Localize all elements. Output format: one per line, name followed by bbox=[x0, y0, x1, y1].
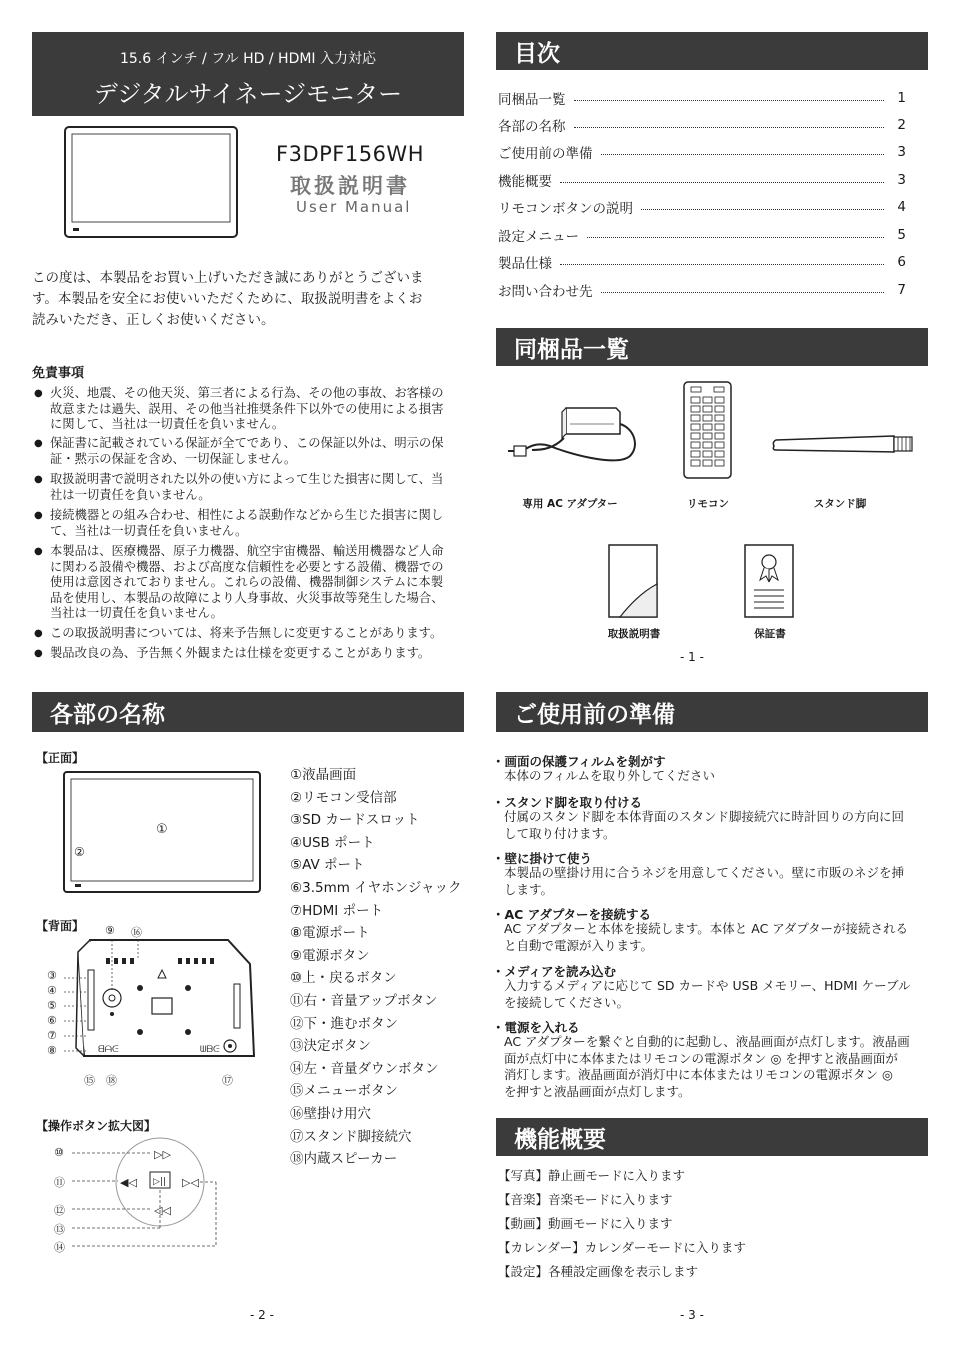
marker-11: ⑪ bbox=[54, 1176, 65, 1189]
marker-1: ① bbox=[156, 822, 168, 837]
toc-row[interactable]: 各部の名称 2 bbox=[498, 117, 906, 135]
marker-9: ⑨ bbox=[105, 924, 115, 937]
prep-header: ご使用前の準備 bbox=[496, 692, 928, 732]
ac-adapter-illustration bbox=[504, 398, 644, 478]
back-view-diagram bbox=[48, 936, 264, 1066]
functions-header: 機能概要 bbox=[496, 1118, 928, 1156]
contents-caption-adapter: 専用 AC アダプター bbox=[522, 498, 618, 510]
marker-6: ⑥ bbox=[47, 1014, 57, 1027]
marker-4: ④ bbox=[47, 984, 57, 997]
parts-list-item: ⑰スタンド脚接続穴 bbox=[290, 1128, 412, 1145]
parts-list-item: ⑩上・戻るボタン bbox=[290, 970, 397, 987]
toc-row[interactable]: お問い合わせ先 7 bbox=[498, 282, 906, 300]
marker-13: ⑬ bbox=[54, 1223, 65, 1236]
prep-item-body: 付属のスタンド脚を本体背面のスタンド脚接続穴に時計回りの方向に回 して取り付けます。 bbox=[504, 809, 905, 841]
parts-list-item: ⑱内蔵スピーカー bbox=[290, 1151, 398, 1168]
marker-15: ⑮ bbox=[84, 1074, 95, 1087]
cover-title-box bbox=[32, 32, 464, 116]
toc-header: 目次 bbox=[496, 32, 928, 70]
disclaimer-item: ● 取扱説明書で説明された以外の使い方によって生じた損害に関して、当 社は一切責任を負いません。 bbox=[34, 472, 466, 503]
parts-list-item: ⑪右・音量アップボタン bbox=[290, 992, 438, 1009]
parts-list-item: ⑭左・音量ダウンボタン bbox=[290, 1060, 439, 1077]
toc-row[interactable]: 機能概要 3 bbox=[498, 172, 906, 190]
stand-leg-illustration bbox=[770, 430, 916, 460]
front-label: 【正面】 bbox=[36, 751, 85, 765]
prep-item-head: ・メディアを読み込む bbox=[492, 964, 617, 979]
disclaimer-title: 免責事項 bbox=[32, 366, 85, 381]
prep-item-head: ・壁に掛けて使う bbox=[492, 851, 593, 866]
marker-18: ⑱ bbox=[106, 1074, 117, 1087]
svg-text:ᗺᗩᕮ: ᗺᗩᕮ bbox=[98, 1045, 119, 1055]
prep-item-head: ・画面の保護フィルムを剝がす bbox=[492, 754, 666, 769]
toc-row[interactable]: 同梱品一覧 1 bbox=[498, 90, 906, 108]
marker-2: ② bbox=[74, 845, 85, 859]
prep-item-head: ・AC アダプターを接続する bbox=[492, 907, 651, 922]
manual-title-en: User Manual bbox=[296, 198, 412, 216]
prep-item-body: AC アダプターと本体を接続します。本体と AC アダプターが接続される と自動で電源が入ります。 bbox=[504, 921, 909, 953]
toc-row[interactable]: リモコンボタンの説明 4 bbox=[498, 199, 906, 217]
parts-list-item: ⑬決定ボタン bbox=[290, 1038, 371, 1055]
toc-row[interactable]: 設定メニュー 5 bbox=[498, 227, 906, 245]
marker-7: ⑦ bbox=[47, 1029, 57, 1042]
prep-item-body: 本体のフィルムを取り外してください bbox=[504, 768, 716, 783]
disclaimer-item: ● この取扱説明書については、将来予告無しに変更することがあります。 bbox=[34, 626, 466, 642]
prep-item-head: ・電源を入れる bbox=[492, 1020, 580, 1035]
disclaimer-item: ● 保証書に記載されている保証が全てであり、この保証以外は、明示の保 証・黙示の保証を含め、一切保証しません。 bbox=[34, 436, 466, 467]
page-number: - 3 - bbox=[680, 1308, 704, 1322]
marker-17: ⑰ bbox=[222, 1074, 233, 1087]
marker-10: ⑩ bbox=[54, 1146, 64, 1159]
svg-text:◁◁: ◁◁ bbox=[154, 1204, 171, 1217]
marker-5: ⑤ bbox=[47, 999, 57, 1012]
parts-list-item: ⑧電源ポート bbox=[290, 925, 370, 942]
svg-text:▷||: ▷|| bbox=[153, 1177, 166, 1187]
prep-item-head: ・スタンド脚を取り付ける bbox=[492, 795, 643, 810]
function-item: 【カレンダー】カレンダーモードに入ります bbox=[498, 1240, 746, 1255]
contents-caption-stand: スタンド脚 bbox=[813, 498, 867, 510]
intro-text: この度は、本製品をお買い上げいただき誠にありがとうございま す。本製品を安全にお使いいただくために、取扱説明書をよくお 読みいただき、正しくお使いください。 bbox=[32, 270, 424, 328]
parts-list-item: ⑮メニューボタン bbox=[290, 1083, 398, 1100]
parts-list-item: ①液晶画面 bbox=[290, 767, 357, 783]
contents-caption-remote: リモコン bbox=[687, 498, 729, 510]
manual-title-jp: 取扱説明書 bbox=[290, 174, 410, 198]
model-number: F3DPF156WH bbox=[276, 142, 424, 166]
page-number: - 1 - bbox=[680, 650, 704, 664]
marker-8: ⑧ bbox=[47, 1044, 57, 1057]
parts-header: 各部の名称 bbox=[32, 692, 464, 732]
cover-title: デジタルサイネージモニター bbox=[93, 80, 403, 108]
parts-list-item: ⑤AV ポート bbox=[290, 857, 365, 874]
disclaimer-item: ● 接続機器との組み合わせ、相性による誤動作などから生じた損害に関し て、当社は一切責任を負いません。 bbox=[34, 508, 466, 539]
back-label: 【背面】 bbox=[36, 919, 85, 933]
buttons-label: 【操作ボタン拡大図】 bbox=[36, 1119, 157, 1133]
disclaimer-item: ● 製品改良の為、予告無く外観または仕様を変更することがあります。 bbox=[34, 646, 466, 662]
function-item: 【動画】動画モードに入ります bbox=[498, 1216, 673, 1231]
page-number: - 2 - bbox=[250, 1308, 274, 1322]
monitor-illustration bbox=[64, 126, 240, 240]
manual-booklet-illustration bbox=[608, 544, 660, 620]
remote-illustration bbox=[683, 381, 733, 481]
warranty-illustration bbox=[744, 544, 796, 620]
toc-row[interactable]: 製品仕様 6 bbox=[498, 254, 906, 272]
parts-list-item: ⑯壁掛け用穴 bbox=[290, 1105, 371, 1122]
button-closeup-diagram bbox=[66, 1136, 222, 1256]
parts-list-item: ④USB ポート bbox=[290, 834, 375, 851]
toc-row[interactable]: ご使用前の準備 3 bbox=[498, 144, 906, 162]
parts-list-item: ②リモコン受信部 bbox=[290, 789, 397, 806]
parts-list-item: ⑨電源ボタン bbox=[290, 947, 370, 964]
disclaimer-item: ● 本製品は、医療機器、原子力機器、航空宇宙機器、輸送用機器など人命 に関わる設備や機器、および高度な信頼性を必要とする設備、機器での 使用は意図されておりません。これらの設備、機器制御システムに本製 品を使用し、本製品の故障により人身事故、火災事故等発生した場合、 当社は一切責任を負いません。 bbox=[34, 544, 466, 622]
cover-subtitle: 15.6 インチ / フル HD / HDMI 入力対応 bbox=[119, 51, 377, 67]
parts-list-item: ⑫下・進むボタン bbox=[290, 1015, 398, 1032]
contents-caption-manual: 取扱説明書 bbox=[607, 628, 661, 640]
parts-list-item: ③SD カードスロット bbox=[290, 812, 420, 829]
function-item: 【音楽】音楽モードに入ります bbox=[498, 1192, 673, 1207]
prep-item-body: 本製品の壁掛け用に合うネジを用意してください。壁に市販のネジを挿 します。 bbox=[504, 865, 905, 897]
marker-16: ⑯ bbox=[131, 926, 142, 939]
svg-text:▷▷: ▷▷ bbox=[154, 1148, 171, 1161]
contents-caption-warranty: 保証書 bbox=[754, 628, 786, 640]
parts-list-item: ⑦HDMI ポート bbox=[290, 902, 384, 919]
function-item: 【設定】各種設定画像を表示します bbox=[498, 1264, 699, 1279]
parts-list bbox=[290, 764, 462, 1171]
contents-header: 同梱品一覧 bbox=[496, 328, 928, 366]
marker-12: ⑫ bbox=[54, 1204, 65, 1217]
svg-text:ᗯᗷᕮ: ᗯᗷᕮ bbox=[200, 1045, 220, 1055]
svg-text:▷◁: ▷◁ bbox=[182, 1176, 199, 1189]
disclaimer-item: ● 火災、地震、その他天災、第三者による行為、その他の事故、お客様の 故意または過失、誤用、その他当社推奨条件下以外での使用による損害 に関して、当社は一切責任を負いません。 bbox=[34, 386, 466, 433]
marker-14: ⑭ bbox=[54, 1241, 65, 1254]
svg-text:◀◁: ◀◁ bbox=[120, 1176, 137, 1189]
marker-3: ③ bbox=[47, 969, 57, 982]
prep-item-body: AC アダプターを繋ぐと自動的に起動し、液晶画面が点灯します。液晶画 面が点灯中に本体またはリモコンの電源ボタン ◎ を押すと液晶画面が 消灯します。液晶画面が消灯中に本体またはリモコンの電源ボタン ◎ を押すと液晶画面が点灯します。 bbox=[504, 1034, 910, 1099]
prep-item-body: 入力するメディアに応じて SD カードや USB メモリー、HDMI ケーブル を接続してください。 bbox=[504, 978, 911, 1010]
parts-list-item: ⑥3.5mm イヤホンジャック bbox=[290, 879, 462, 896]
function-item: 【写真】静止画モードに入ります bbox=[498, 1168, 686, 1183]
